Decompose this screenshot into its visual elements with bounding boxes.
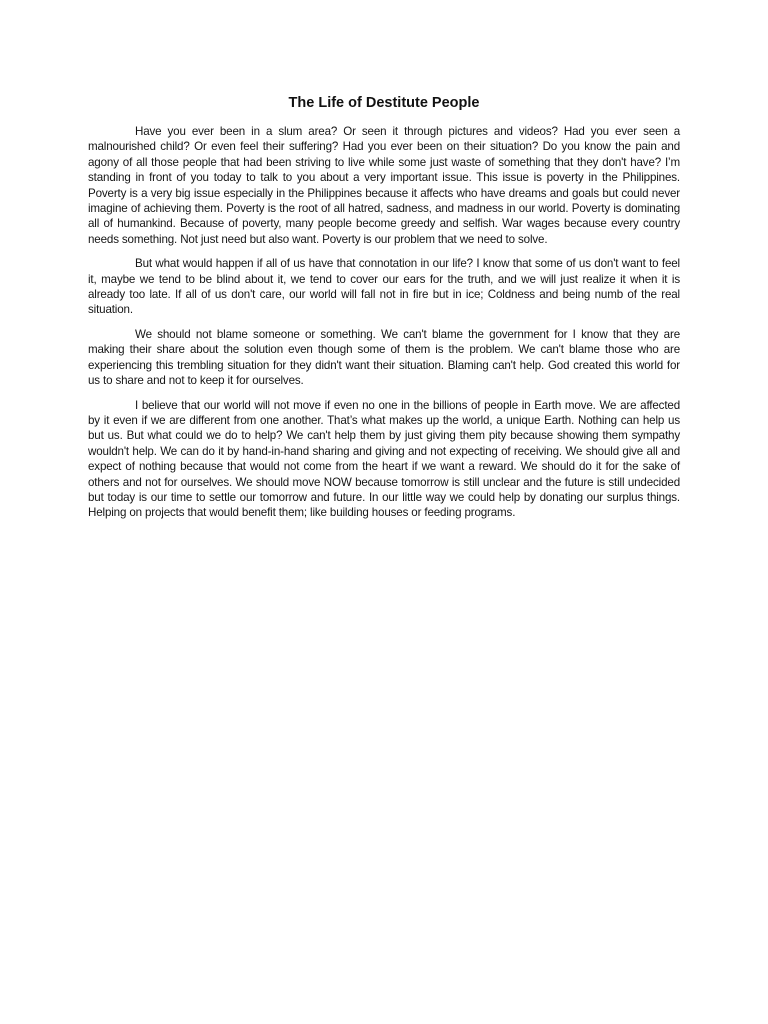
paragraph-2: But what would happen if all of us have that connotation in our life? I know that some of us don't want to feel it, maybe we tend to be blind about it, we tend to cover our ears for the truth, and we will just realize it when it is already too late. If all of us don't care, our world will fall not in fire but in ice; Coldness and being numb of the real situation. — [88, 257, 680, 317]
paragraph-1: Have you ever been in a slum area? Or seen it through pictures and videos? Had you ever seen a malnourished child? Or even feel their suffering? Had you ever been on their situation? Do you know the pain and agony of all those people that had been striving to live while some just waste of something that they don't have? I’m standing in front of you today to talk to you about a very important issue. This issue is poverty in the Philippines. Poverty is a very big issue especially in the Philippines because it affects who have dreams and goals but could never imagine of achieving them. Poverty is the root of all hatred, sadness, and madness in our world. Poverty is dominating all of humankind. Because of poverty, many people become greedy and selfish. War wages because every country needs something. Not just need but also want. Poverty is our problem that we need to solve. — [88, 125, 680, 246]
document-title: The Life of Destitute People — [288, 95, 480, 111]
paragraph-4: I believe that our world will not move if even no one in the billions of people in Earth move. We are affected by it even if we are different from one another. That’s what makes up the world, a unique Earth. Nothing can help us but us. But what could we do to help? We can't help them by just giving them pity because showing them sympathy wouldn't help. We can do it by hand-in-hand sharing and giving and not expecting of receiving. We should give all and expect of nothing because that would not come from the heart if we want a reward. We should do it for the sake of others and not for ourselves. We should move NOW because tomorrow is still unclear and the future is still undecided but today is our time to settle our tomorrow and future. In our little way we could help by donating our surplus things. Helping on projects that would benefit them; like building houses or feeding programs. — [88, 398, 680, 520]
paragraph-3: We should not blame someone or something. We can't blame the government for I know that they are making their share about the solution even though some of them is the problem. We can't blame those who are experiencing this trembling situation for they didn't want their situation. Blaming can't help. God created this world for us to share and not to keep it for ourselves. — [88, 327, 680, 388]
document-body — [88, 124, 680, 530]
